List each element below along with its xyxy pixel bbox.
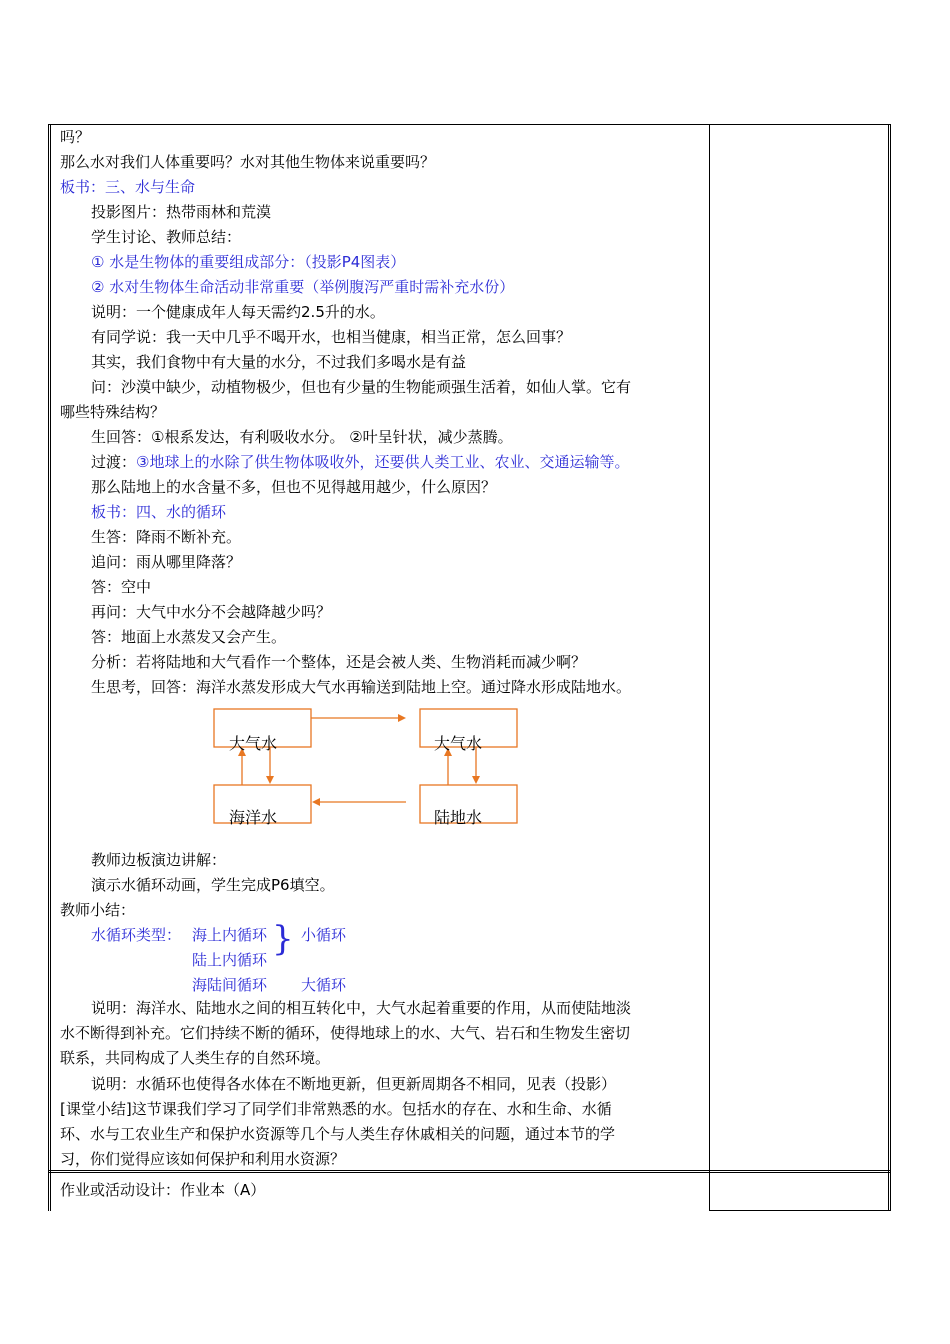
text-line: 学生讨论、教师总结： — [91, 228, 242, 246]
text-line: 那么陆地上的水含量不多，但也不见得越用越少，什么原因？ — [91, 478, 497, 496]
label-land: 陆地水 — [434, 808, 483, 827]
board-heading: 板书：三、水与生命 — [60, 178, 196, 196]
label-atmosphere-right: 大气水 — [434, 734, 483, 753]
text-line: [课堂小结]这节课我们学习了同学们非常熟悉的水。包括水的存在、水和生命、水循 — [60, 1100, 612, 1118]
cycle-types-label: 水循环类型： — [91, 926, 182, 944]
text-line: 再问：大气中水分不会越降越少吗？ — [91, 603, 332, 621]
text-line: 演示水循环动画，学生完成P6填空。 — [91, 876, 335, 894]
text-line: 那么水对我们人体重要吗？水对其他生物体来说重要吗？ — [60, 153, 436, 171]
text-line: 说明：一个健康成年人每天需约2.5升的水。 — [91, 303, 385, 321]
brace-icon: } — [272, 919, 294, 959]
text-line: 分析：若将陆地和大气看作一个整体，还是会被人类、生物消耗而减少啊？ — [91, 653, 587, 671]
text-line: 习，你们觉得应该如何保护和利用水资源？ — [60, 1150, 346, 1168]
summary-heading: 教师小结： — [60, 901, 136, 919]
text-line: 吗？ — [60, 128, 91, 146]
text-line: 追问：雨从哪里降落？ — [91, 553, 242, 571]
text-line: 联系，共同构成了人类生存的自然环境。 — [60, 1049, 331, 1067]
text-line: 水不断得到补充。它们持续不断的循环，使得地球上的水、大气、岩石和生物发生密切 — [60, 1024, 631, 1042]
point-three: ③地球上的水除了供生物体吸收外，还要供人类工业、农业、交通运输等。 — [136, 453, 630, 471]
text-line: 生答：降雨不断补充。 — [91, 528, 242, 546]
label-ocean: 海洋水 — [229, 808, 278, 827]
point-two: ② 水对生物体生命活动非常重要（举例腹泻严重时需补充水份） — [91, 278, 515, 296]
text-line: 问：沙漠中缺少，动植物极少，但也有少量的生物能顽强生活着，如仙人掌。它有 — [91, 378, 632, 396]
cycle-type-sea-land: 海陆间循环 — [192, 976, 268, 994]
text-line: 生思考，回答：海洋水蒸发形成大气水再输送到陆地上空。通过降水形成陆地水。 — [91, 678, 632, 696]
text-line: 教师边板演边讲解： — [91, 851, 227, 869]
text-line: 答：空中 — [91, 578, 152, 596]
text-line: 说明：海洋水、陆地水之间的相互转化中，大气水起着重要的作用，从而使陆地淡 — [91, 999, 632, 1017]
board-heading: 板书：四、水的循环 — [91, 503, 227, 521]
text-line: 答：地面上水蒸发又会产生。 — [91, 628, 287, 646]
point-one: ① 水是生物体的重要组成部分：（投影P4图表） — [91, 253, 406, 271]
text-line: 有同学说：我一天中几乎不喝开水，也相当健康，相当正常，怎么回事？ — [91, 328, 572, 346]
cycle-type-sea: 海上内循环 — [192, 926, 268, 944]
small-cycle: 小循环 — [301, 926, 347, 944]
text-line: 其实，我们食物中有大量的水分，不过我们多喝水是有益 — [91, 353, 467, 371]
text-line: 生回答：①根系发达，有利吸收水分。 ②叶呈针状，减少蒸腾。 — [91, 428, 513, 446]
cycle-type-land: 陆上内循环 — [192, 951, 268, 969]
text-line: 说明：水循环也使得各水体在不断地更新，但更新周期各不相同，见表（投影） — [91, 1075, 617, 1093]
text-line: 投影图片：热带雨林和荒漠 — [91, 203, 272, 221]
text-line: 环、水与工农业生产和保护水资源等几个与人类生存休戚相关的问题，通过本节的学 — [60, 1125, 616, 1143]
large-cycle: 大循环 — [301, 976, 347, 994]
homework-design: 作业或活动设计：作业本（A） — [60, 1181, 266, 1199]
text-line: 哪些特殊结构？ — [60, 403, 166, 421]
label-atmosphere-left: 大气水 — [229, 734, 278, 753]
transition-label: 过渡： — [91, 453, 137, 471]
